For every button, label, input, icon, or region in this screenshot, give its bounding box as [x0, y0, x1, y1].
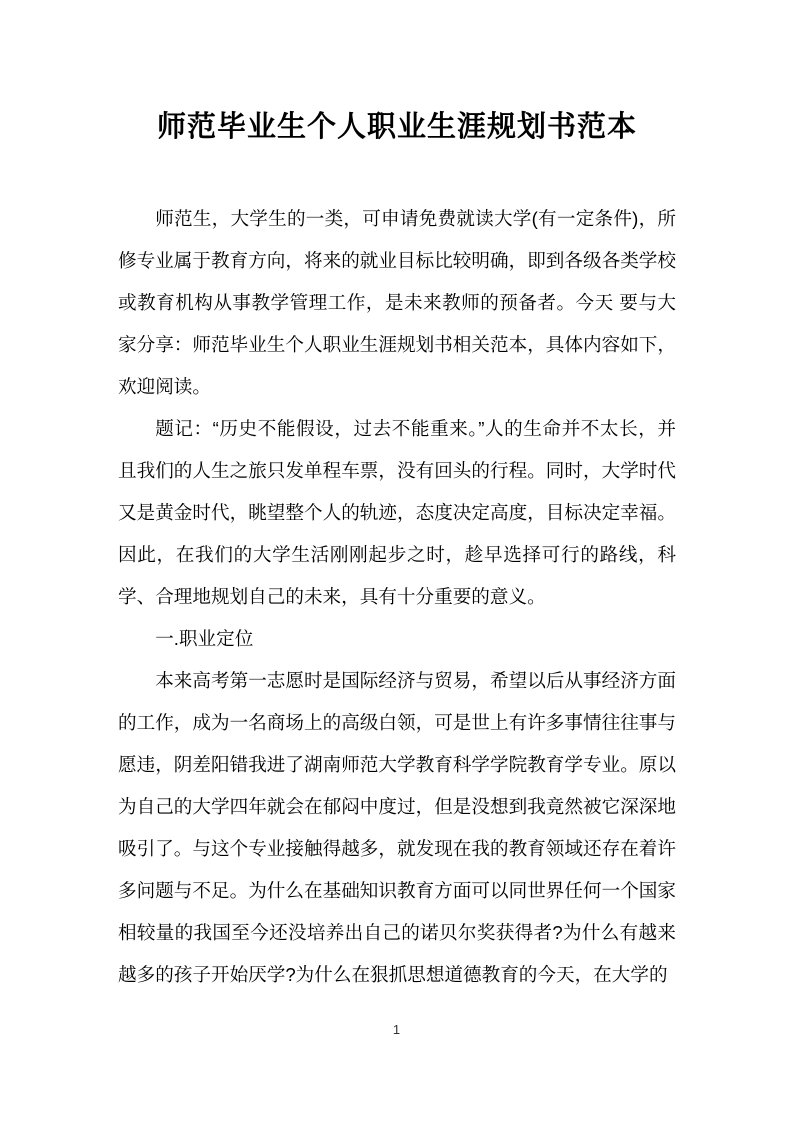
intro-paragraph: 师范生，大学生的一类，可申请免费就读大学(有一定条件)，所修专业属于教育方向，将来的就业目标比较明确，即到各级各类学校或教育机构从事教学管理工作，是未来教师的预备者。今天 要与大家分享：师范毕业生个人职业生涯规划书相关范本，具体内容如下，欢迎阅读。 — [118, 208, 676, 397]
epigraph-paragraph: 题记：“历史不能假设，过去不能重来。”人的生命并不太长，并且我们的人生之旅只发单程车票，没有回头的行程。同时，大学时代又是黄金时代，眺望整个人的轨迹，态度决定高度，目标决定幸福。因此，在我们的大学生活刚刚起步之时，趁早选择可行的路线，科学、合理地规划自己的未来，具有十分重要的意义。 — [118, 418, 676, 607]
document-title: 师范毕业生个人职业生涯规划书范本 — [156, 111, 637, 143]
page-number: 1 — [392, 1022, 401, 1037]
document-body — [118, 198, 676, 996]
section-1-paragraph: 本来高考第一志愿时是国际经济与贸易，希望以后从事经济方面的工作，成为一名商场上的高级白领，可是世上有许多事情往往事与愿违，阴差阳错我进了湖南师范大学教育科学学院教育学专业。原以为自己的大学四年就会在郁闷中度过，但是没想到我竟然被它深深地吸引了。与这个专业接触得越多，就发现在我的教育领域还存在着许多问题与不足。为什么在基础知识教育方面可以同世界任何一个国家相较量的我国至今还没培养出自己的诺贝尔奖获得者?为什么有越来越多的孩子开始厌学?为什么在狠抓思想道德教育的今天，在大学的 — [118, 670, 676, 985]
section-1-heading: 一.职业定位 — [155, 628, 254, 649]
page-footer — [0, 1022, 793, 1038]
